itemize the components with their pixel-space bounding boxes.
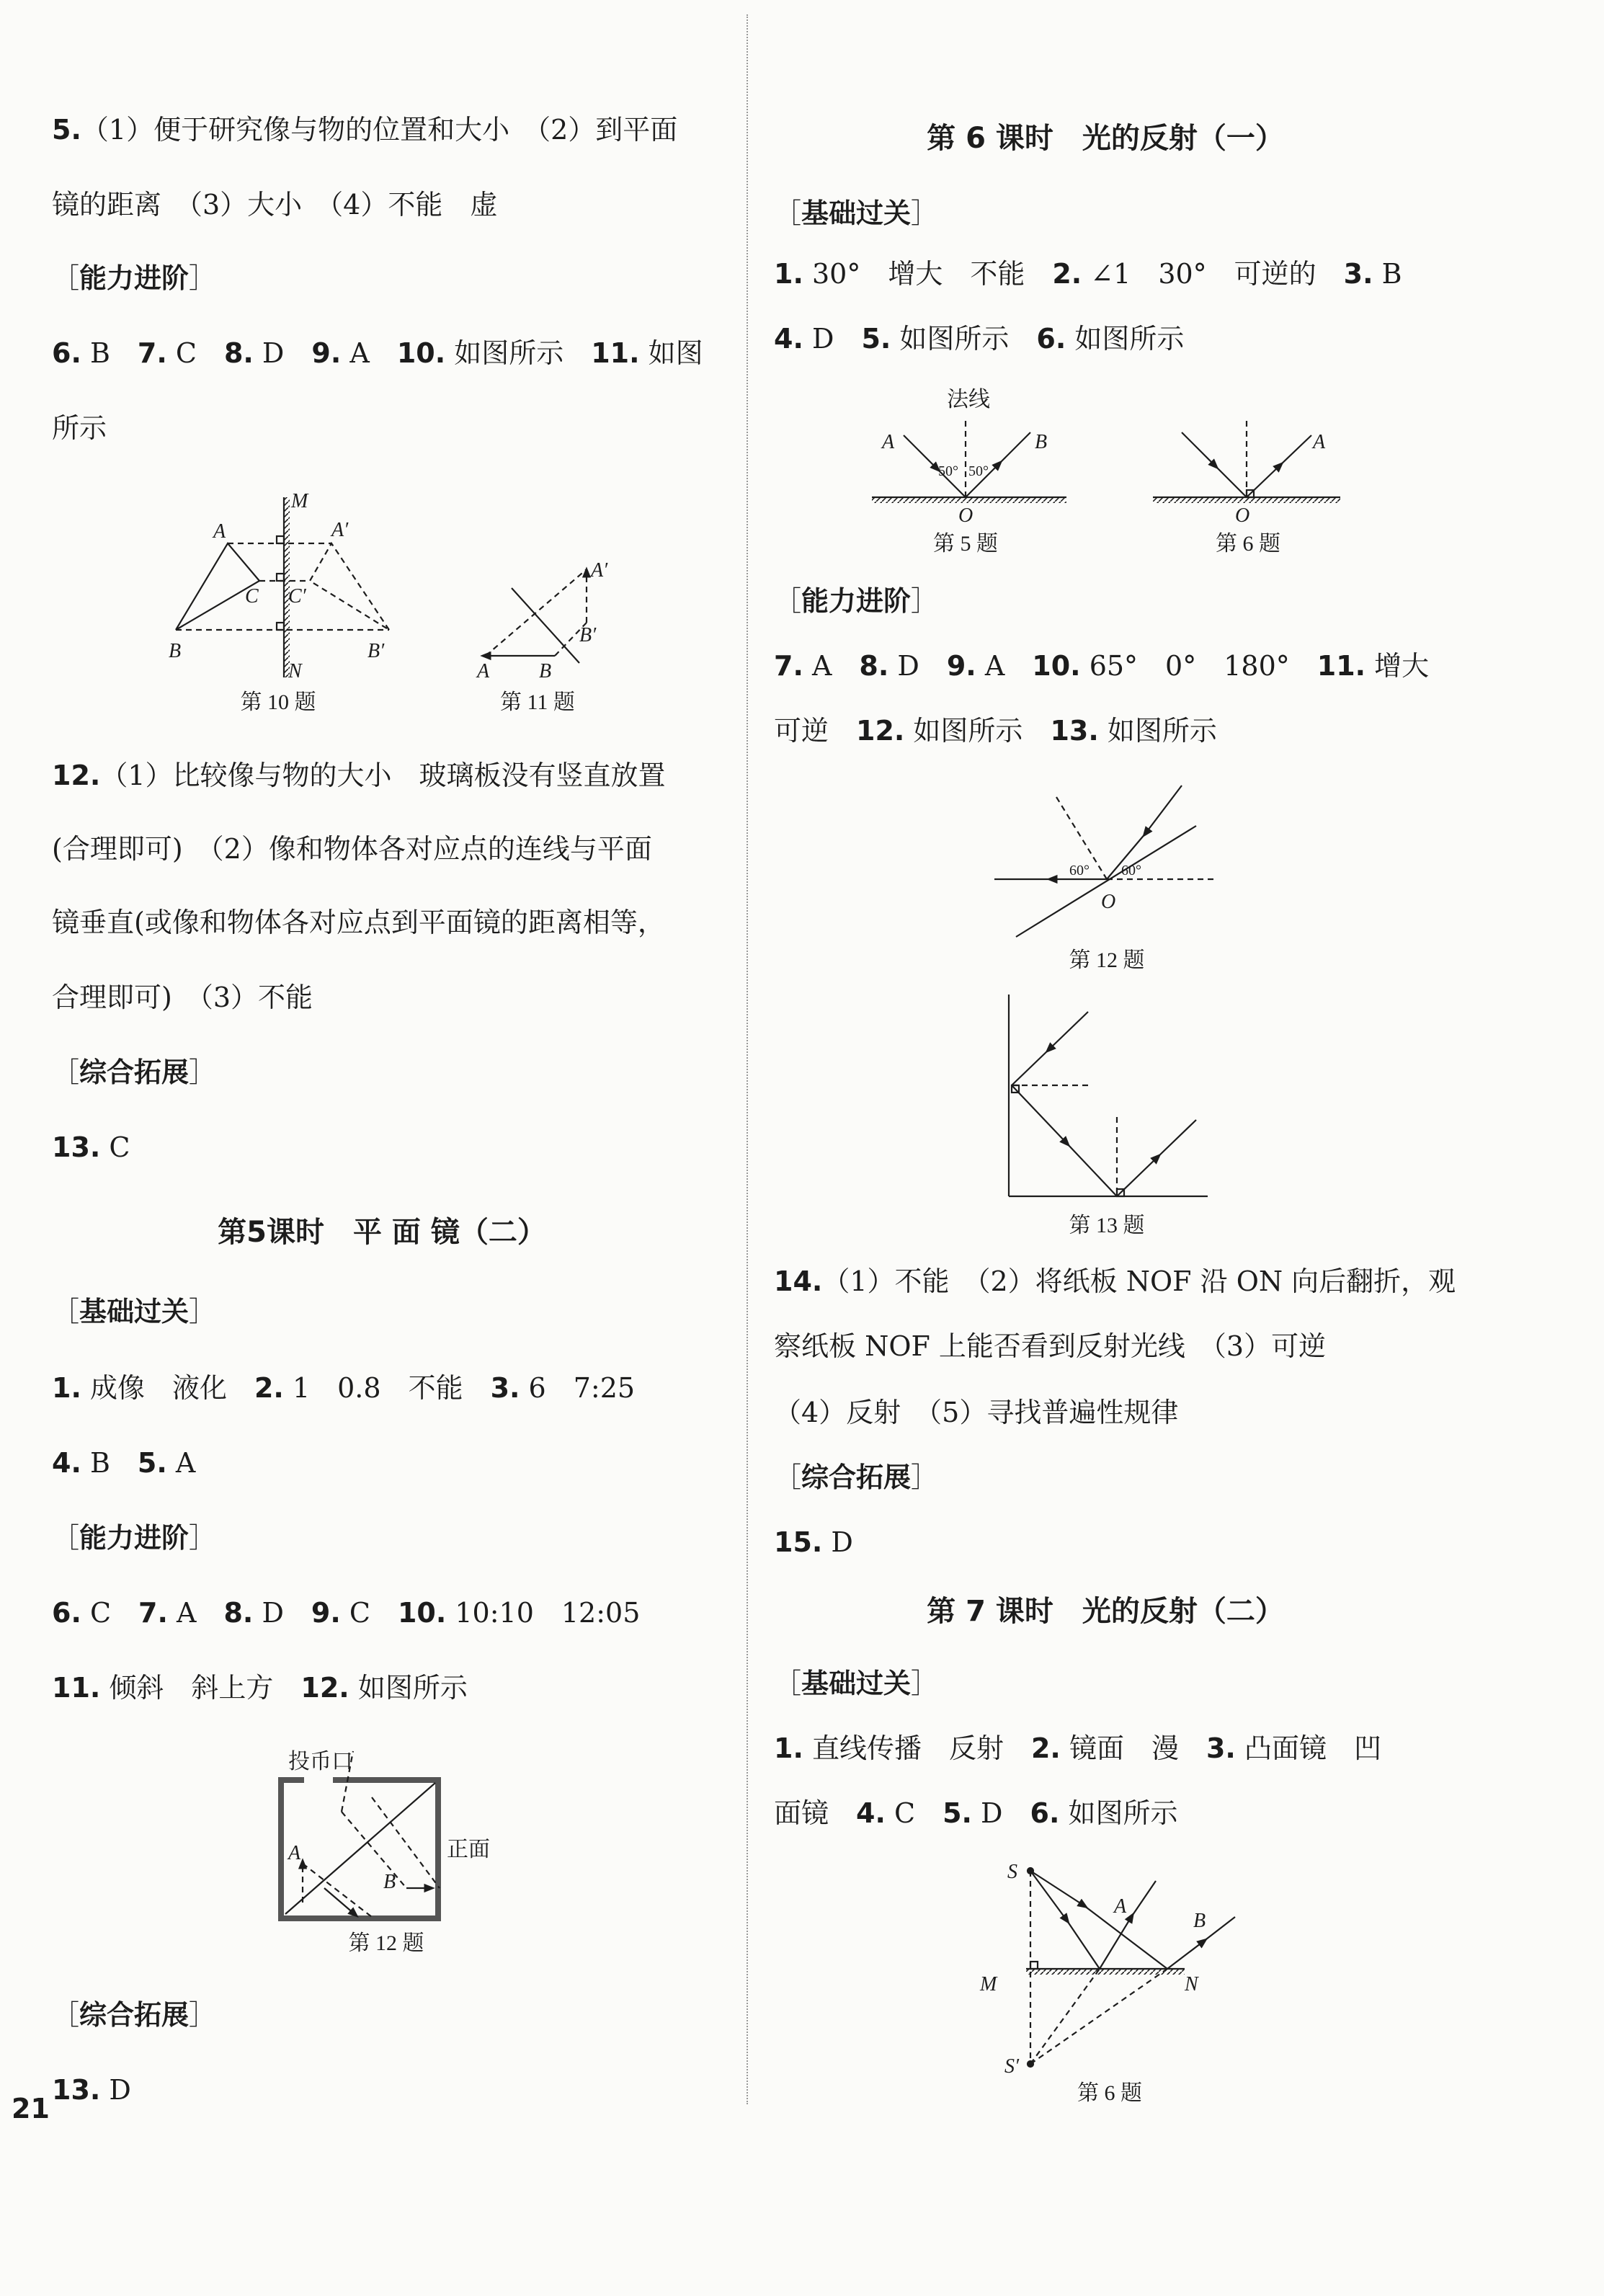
figure-13 bbox=[1009, 995, 1208, 1196]
text: D bbox=[888, 650, 947, 682]
bold-text: 2. bbox=[1052, 258, 1082, 290]
bold-text: 基础过关 bbox=[79, 1296, 190, 1327]
text: ［ bbox=[774, 197, 802, 229]
figure-11 bbox=[486, 569, 587, 663]
text: ［ bbox=[774, 1461, 802, 1493]
figure-caption: 第 10 题 bbox=[240, 690, 316, 714]
text: ］ bbox=[189, 262, 217, 294]
label: B bbox=[169, 640, 182, 662]
text: 30° 增大 不能 bbox=[803, 258, 1053, 290]
text: A bbox=[976, 650, 1033, 682]
bold-text: 基础过关 bbox=[801, 197, 912, 229]
bold-text: 4. bbox=[856, 1797, 886, 1829]
text: 6 7:25 bbox=[520, 1372, 636, 1404]
text: 65° 0° 180° bbox=[1080, 650, 1317, 682]
figure-6 bbox=[1153, 421, 1340, 503]
text: C bbox=[885, 1797, 943, 1829]
bold-text: 10. bbox=[1032, 650, 1081, 682]
bold-text: 11. bbox=[591, 337, 640, 369]
angle-label: 60° bbox=[1069, 863, 1090, 878]
label: B bbox=[1035, 431, 1048, 453]
bold-text: 9. bbox=[311, 1597, 341, 1629]
text: 面镜 bbox=[774, 1797, 857, 1829]
text: A bbox=[167, 1597, 224, 1629]
angle-label: 60° bbox=[1121, 863, 1141, 878]
text: ］ bbox=[189, 1296, 217, 1327]
bold-text: 8. bbox=[859, 650, 889, 682]
angle-label: 50° bbox=[938, 463, 958, 479]
label: O bbox=[1101, 891, 1116, 913]
bold-text: 5. bbox=[52, 114, 81, 146]
label: 法线 bbox=[947, 388, 990, 411]
text: D bbox=[253, 337, 312, 369]
text: 镜面 漫 bbox=[1060, 1732, 1206, 1764]
bold-text: 6. bbox=[1036, 323, 1066, 355]
bold-text: 14. bbox=[774, 1265, 823, 1297]
text: D bbox=[822, 1526, 853, 1558]
bold-text: 7. bbox=[138, 1597, 168, 1629]
figure-12-reflection bbox=[994, 786, 1218, 937]
label: S bbox=[1007, 1861, 1017, 1883]
bold-text: 13. bbox=[52, 2074, 101, 2106]
text: ］ bbox=[189, 1999, 217, 2031]
text: 所示 bbox=[52, 412, 107, 444]
bold-text: 8. bbox=[223, 337, 254, 369]
text: D bbox=[971, 1797, 1030, 1829]
text: 成像 液化 bbox=[81, 1372, 254, 1404]
text: 如图所示 bbox=[904, 715, 1051, 747]
bold-text: 6. bbox=[1030, 1797, 1060, 1829]
bold-text: 8. bbox=[223, 1597, 254, 1629]
bold-text: 5. bbox=[861, 323, 891, 355]
bold-text: 4. bbox=[774, 323, 803, 355]
label: A bbox=[288, 1842, 301, 1864]
label: C′ bbox=[288, 585, 306, 608]
figure-10 bbox=[176, 497, 389, 677]
text: （1）不能 （2）将纸板 NOF 沿 ON 向后翻折，观 bbox=[822, 1265, 1456, 1297]
bold-text: 3. bbox=[1343, 258, 1373, 290]
text: D bbox=[100, 2074, 131, 2106]
bold-text: 6. bbox=[52, 1597, 81, 1629]
bold-text: 15. bbox=[774, 1526, 823, 1558]
label: B′ bbox=[367, 640, 385, 662]
text: C bbox=[166, 337, 224, 369]
figure-caption: 第 6 题 bbox=[1216, 532, 1280, 556]
bold-text: 13. bbox=[1050, 715, 1099, 747]
text: ［ bbox=[52, 1999, 80, 2031]
bold-text: 12. bbox=[300, 1672, 349, 1704]
bold-text: 10. bbox=[396, 337, 446, 369]
text: ［ bbox=[52, 1522, 80, 1554]
label: C bbox=[245, 585, 259, 608]
text: (合理即可) （2）像和物体各对应点的连线与平面 bbox=[52, 833, 652, 865]
bold-text: 2. bbox=[254, 1372, 284, 1404]
figure-caption: 第 11 题 bbox=[500, 690, 575, 714]
text: （4）反射 （5）寻找普遍性规律 bbox=[774, 1397, 1179, 1428]
bold-text: 11. bbox=[52, 1672, 101, 1704]
label: 投币口 bbox=[288, 1750, 353, 1774]
text: ［ bbox=[52, 262, 80, 294]
bold-text: 综合拓展 bbox=[79, 1056, 190, 1088]
label: O bbox=[958, 504, 973, 527]
bold-text: 4. bbox=[52, 1447, 81, 1479]
text: 如图所示 bbox=[1098, 715, 1217, 747]
text: A bbox=[803, 650, 860, 682]
label: M bbox=[980, 1973, 997, 1995]
label: A bbox=[213, 520, 226, 543]
text: 镜垂直(或像和物体各对应点到平面镜的距离相等， bbox=[52, 907, 665, 938]
label: A bbox=[1313, 431, 1326, 453]
bold-text: 基础过关 bbox=[801, 1668, 912, 1699]
text: ］ bbox=[911, 197, 939, 229]
bold-text: 13. bbox=[52, 1131, 101, 1163]
label: S′ bbox=[1004, 2055, 1020, 2078]
text: ［ bbox=[774, 585, 802, 617]
text: （1）比较像与物的大小 玻璃板没有竖直放置 bbox=[100, 760, 666, 791]
page-number: 21 bbox=[12, 2093, 50, 2124]
label: N bbox=[1185, 1973, 1198, 1995]
text: A bbox=[166, 1447, 196, 1479]
bold-text: 9. bbox=[946, 650, 976, 682]
bold-text: 能力进阶 bbox=[801, 585, 912, 617]
label: 正面 bbox=[447, 1838, 490, 1861]
bold-text: 5. bbox=[943, 1797, 972, 1829]
bold-text: 综合拓展 bbox=[801, 1461, 912, 1493]
text: 直线传播 反射 bbox=[803, 1732, 1031, 1764]
text: 如图所示 bbox=[1059, 1797, 1178, 1829]
text: 镜的距离 （3）大小 （4）不能 虚 bbox=[52, 189, 498, 221]
text: 倾斜 斜上方 bbox=[100, 1672, 301, 1704]
text: 如图 bbox=[639, 337, 703, 369]
label: B bbox=[539, 660, 552, 682]
text: 如图所示 bbox=[349, 1672, 468, 1704]
bold-text: 3. bbox=[490, 1372, 520, 1404]
bold-text: 3. bbox=[1206, 1732, 1236, 1764]
text: ］ bbox=[911, 1668, 939, 1699]
label: A bbox=[477, 660, 490, 682]
text: B bbox=[81, 337, 138, 369]
bold-text: 12. bbox=[856, 715, 905, 747]
figure-6-virtual-image bbox=[1026, 1868, 1235, 2067]
text: B bbox=[81, 1447, 138, 1479]
text: ］ bbox=[911, 585, 939, 617]
lesson-title: 第 7 课时 光的反射（二） bbox=[927, 1595, 1284, 1628]
text: 10:10 12:05 bbox=[446, 1597, 641, 1629]
bold-text: 2. bbox=[1030, 1732, 1061, 1764]
figure-caption: 第 13 题 bbox=[1069, 1214, 1145, 1237]
label: O bbox=[1235, 504, 1250, 527]
text: 可逆 bbox=[774, 715, 857, 747]
bold-text: 7. bbox=[137, 337, 167, 369]
text: C bbox=[100, 1131, 130, 1163]
text: C bbox=[340, 1597, 398, 1629]
label: B bbox=[383, 1871, 396, 1893]
text: ］ bbox=[189, 1522, 217, 1554]
bold-text: 11. bbox=[1316, 650, 1366, 682]
bold-text: 5. bbox=[137, 1447, 167, 1479]
figure-caption: 第 12 题 bbox=[1069, 948, 1145, 972]
bold-text: 1. bbox=[774, 1732, 803, 1764]
bold-text: 能力进阶 bbox=[79, 1522, 190, 1554]
label: M bbox=[291, 490, 308, 512]
text: ［ bbox=[52, 1056, 80, 1088]
label: A bbox=[882, 431, 895, 453]
text: B bbox=[1373, 258, 1402, 290]
text: C bbox=[81, 1597, 139, 1629]
bold-text: 6. bbox=[52, 337, 81, 369]
figure-caption: 第 6 题 bbox=[1077, 2081, 1142, 2105]
text: 如图所示 bbox=[891, 323, 1037, 355]
text: （1）便于研究像与物的位置和大小 （2）到平面 bbox=[81, 114, 678, 146]
text: D bbox=[253, 1597, 311, 1629]
label: A bbox=[1114, 1895, 1127, 1918]
label: A′ bbox=[331, 519, 349, 541]
text: 如图所示 bbox=[1066, 323, 1185, 355]
label: N bbox=[288, 660, 302, 682]
bold-text: 9. bbox=[311, 337, 342, 369]
lesson-title: 第 6 课时 光的反射（一） bbox=[927, 122, 1284, 155]
text: D bbox=[803, 323, 862, 355]
bold-text: 1. bbox=[52, 1372, 81, 1404]
label: B bbox=[1193, 1910, 1206, 1932]
figure-12-coin-box bbox=[281, 1751, 440, 1918]
bold-text: 1. bbox=[774, 258, 803, 290]
text: 增大 bbox=[1365, 650, 1430, 682]
lesson-title: 第5课时 平 面 镜（二） bbox=[218, 1216, 546, 1249]
text: 合理即可) （3）不能 bbox=[52, 982, 313, 1013]
figure-caption: 第 5 题 bbox=[933, 532, 998, 556]
bold-text: 能力进阶 bbox=[79, 262, 190, 294]
text: 察纸板 NOF 上能否看到反射光线 （3）可逆 bbox=[774, 1330, 1327, 1362]
text: ］ bbox=[189, 1056, 217, 1088]
text: ［ bbox=[774, 1668, 802, 1699]
angle-label: 50° bbox=[968, 463, 989, 479]
text: A bbox=[341, 337, 397, 369]
text: 凸面镜 凹 bbox=[1235, 1732, 1381, 1764]
bold-text: 12. bbox=[52, 760, 101, 791]
bold-text: 7. bbox=[774, 650, 803, 682]
text: 如图所示 bbox=[445, 337, 592, 369]
bold-text: 10. bbox=[397, 1597, 447, 1629]
bold-text: 综合拓展 bbox=[79, 1999, 190, 2031]
text: ［ bbox=[52, 1296, 80, 1327]
text: ∠1 30° 可逆的 bbox=[1082, 258, 1344, 290]
label: A′ bbox=[591, 559, 608, 582]
label: B′ bbox=[579, 624, 597, 646]
figure-caption: 第 12 题 bbox=[348, 1931, 424, 1955]
text: ］ bbox=[911, 1461, 939, 1493]
text: 1 0.8 不能 bbox=[283, 1372, 491, 1404]
